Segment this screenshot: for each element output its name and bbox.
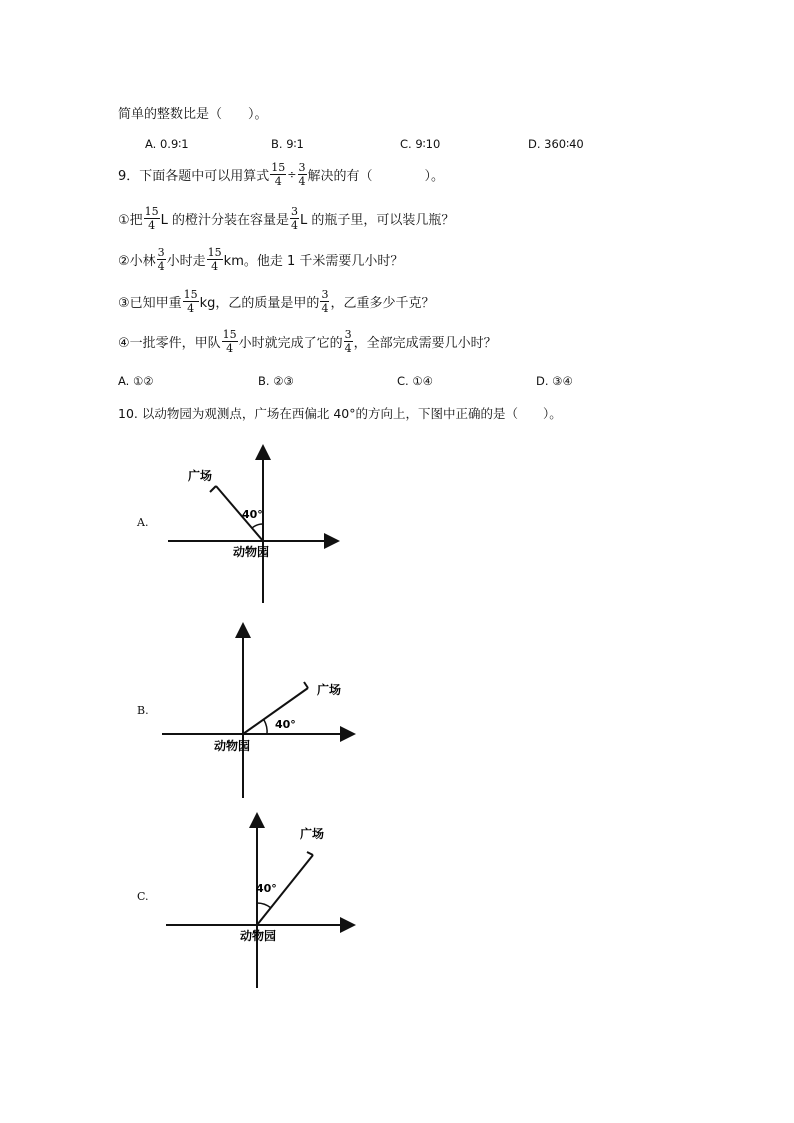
item-4-text-b: 小时就完成了它的: [238, 336, 343, 351]
diagram-c-label[interactable]: C.: [137, 890, 149, 903]
fraction-3-4: $\frac{3}{4}$: [291, 205, 299, 232]
q9-item-3: [118, 288, 434, 315]
q9-item-4: [118, 328, 497, 355]
item-2-text-b: 小时走: [166, 254, 206, 269]
target-label: 广场: [188, 469, 213, 483]
q9-prefix: 9．下面各题中可以用算式: [118, 169, 270, 184]
angle-label: 40°: [256, 882, 277, 895]
target-label: 广场: [300, 827, 325, 841]
angle-arc: [264, 720, 267, 734]
item-2-text-a: ②小林: [118, 254, 156, 269]
angle-label: 40°: [275, 718, 296, 731]
item-4-text-c: ，全部完成需要几小时？: [353, 336, 497, 351]
fraction-15-4: $\frac{15}{4}$: [222, 328, 237, 355]
q9-option-c[interactable]: C. ①④: [397, 374, 433, 388]
fraction-15-4: $\frac{15}{4}$: [207, 246, 222, 273]
item-1-text-a: ①把: [118, 213, 143, 228]
q8-option-c[interactable]: C. 9∶10: [400, 137, 441, 151]
angle-arc: [252, 524, 263, 528]
item-1-text-c: L 的瓶子里，可以装几瓶？: [300, 213, 455, 228]
q9-option-d[interactable]: D. ③④: [536, 374, 573, 388]
item-1-text-b: L 的橙汁分装在容量是: [160, 213, 290, 228]
angle-arc: [257, 903, 271, 908]
q9-question: [118, 161, 444, 188]
q9-item-1: [118, 205, 454, 232]
fraction-3-4: $\frac{3}{4}$: [321, 288, 329, 315]
origin-label: 动物园: [240, 929, 277, 943]
fraction-3-4: $\frac{3}{4}$: [157, 246, 165, 273]
item-3-text-b: kg，乙的质量是甲的: [199, 296, 320, 311]
diagram-b: [160, 620, 360, 802]
angle-label: 40°: [242, 508, 263, 521]
q9-option-a[interactable]: A. ①②: [118, 374, 154, 388]
q9-option-b[interactable]: B. ②③: [258, 374, 294, 388]
item-4-text-a: ④一批零件，甲队: [118, 336, 221, 351]
fraction-15-4: $\frac{15}{4}$: [144, 205, 159, 232]
q9-suffix: 解决的有（ ）。: [307, 169, 445, 184]
item-3-text-a: ③已知甲重: [118, 296, 182, 311]
target-label: 广场: [317, 683, 342, 697]
division-sign: ÷: [287, 168, 297, 181]
q9-fraction-3-4: $\frac{3}{4}$: [298, 161, 306, 188]
origin-label: 动物园: [214, 739, 251, 753]
q10-question: 10. 以动物园为观测点，广场在西偏北 40°的方向上，下图中正确的是（ ）。: [118, 406, 562, 421]
q8-option-b[interactable]: B. 9∶1: [271, 137, 304, 151]
q8-option-d[interactable]: D. 360∶40: [528, 137, 584, 151]
q8-option-a[interactable]: A. 0.9∶1: [145, 137, 189, 151]
item-3-text-c: ，乙重多少千克？: [330, 296, 435, 311]
diagram-c: [160, 810, 360, 992]
item-2-text-c: km。他走 1 千米需要几小时？: [223, 254, 404, 269]
fraction-3-4: $\frac{3}{4}$: [344, 328, 352, 355]
q9-item-2: [118, 246, 403, 273]
q8-tail-text: 简单的整数比是（ ）。: [118, 107, 268, 122]
fraction-15-4: $\frac{15}{4}$: [183, 288, 198, 315]
diagram-a: [160, 440, 350, 608]
origin-label: 动物园: [233, 545, 270, 559]
q9-fraction-15-4: $\frac{15}{4}$: [271, 161, 286, 188]
diagram-b-label[interactable]: B.: [137, 704, 149, 717]
diagram-a-label[interactable]: A.: [137, 516, 149, 529]
